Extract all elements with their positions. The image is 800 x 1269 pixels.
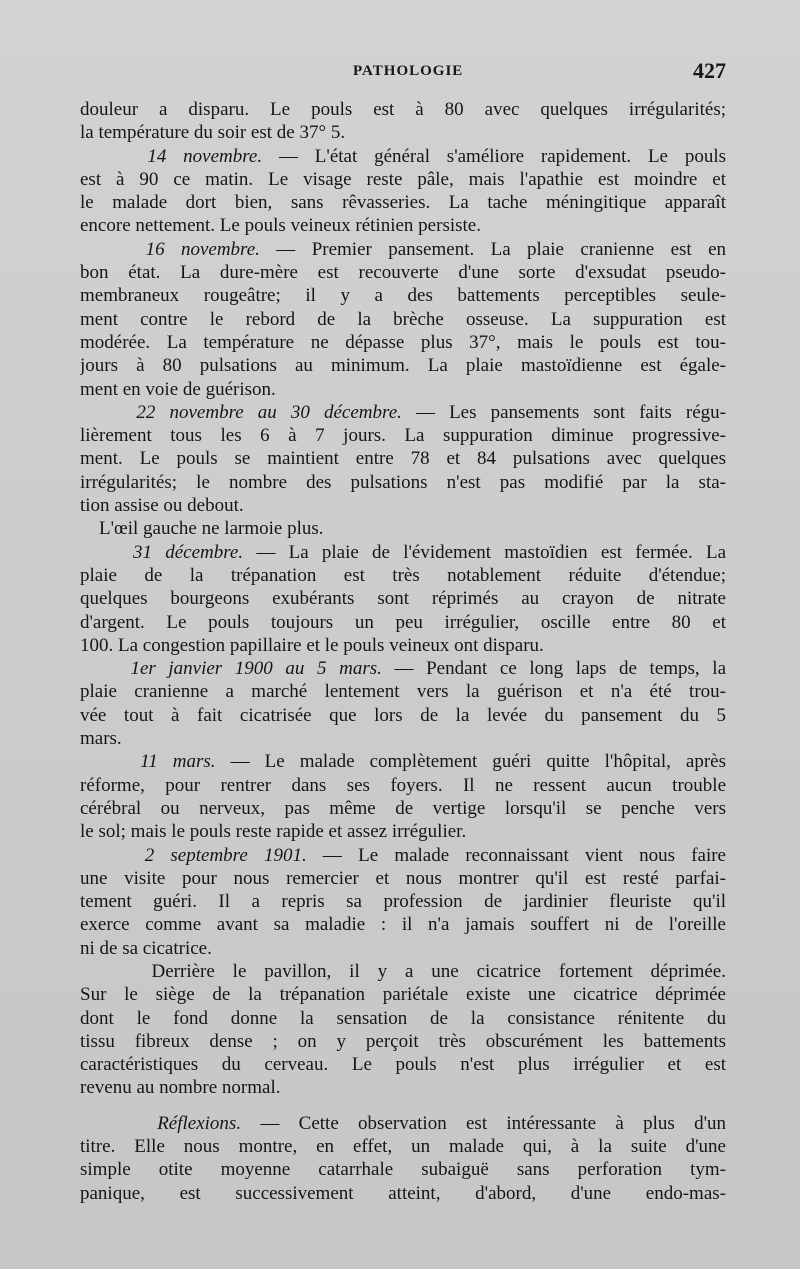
text-segment: dont le fond donne la sensation de la consistance rénitente du bbox=[80, 1007, 726, 1029]
text-segment: — Pendant ce long laps de temps, la bbox=[381, 658, 726, 680]
text-line bbox=[80, 1112, 726, 1135]
text-line bbox=[80, 1030, 726, 1053]
text-segment bbox=[80, 658, 130, 679]
entry-date: Réflexions. bbox=[157, 1112, 242, 1134]
text-line bbox=[80, 331, 726, 354]
text-line bbox=[80, 634, 726, 657]
text-line bbox=[80, 564, 726, 587]
text-segment bbox=[80, 751, 140, 772]
text-segment: — Premier pansement. La plaie cranienne est en bbox=[259, 238, 726, 260]
text-line bbox=[80, 913, 726, 936]
entry-date: 11 mars. bbox=[140, 751, 216, 773]
text-line bbox=[80, 867, 726, 890]
text-line bbox=[80, 121, 726, 144]
text-segment: plaie de la trépanation est très notablement réduite d'étendue; bbox=[80, 564, 726, 586]
text-segment: caractéristiques du cerveau. Le pouls n'est plus irrégulier et est bbox=[80, 1054, 726, 1076]
text-segment: une visite pour nous remercier et nous montrer qu'il est resté parfai- bbox=[80, 867, 726, 889]
text-segment: titre. Elle nous montre, en effet, un malade qui, à la suite d'une bbox=[80, 1136, 726, 1158]
text-segment: tion assise ou debout. bbox=[80, 495, 244, 517]
text-segment: ni de sa cicatrice. bbox=[80, 937, 212, 959]
text-segment bbox=[80, 402, 136, 423]
text-segment: ment. Le pouls se maintient entre 78 et 84 pulsations avec quelques bbox=[80, 448, 726, 470]
text-segment bbox=[80, 146, 147, 167]
text-line bbox=[80, 1076, 726, 1099]
text-line bbox=[80, 844, 726, 867]
text-segment: la température du soir est de 37° 5. bbox=[80, 122, 346, 144]
text-segment: le sol; mais le pouls reste rapide et assez irrégulier. bbox=[80, 821, 467, 843]
text-segment: irrégularités; le nombre des pulsations n'est pas modifié par la sta- bbox=[80, 471, 726, 493]
text-segment: cérébral ou nerveux, pas même de vertige lorsqu'il se penche vers bbox=[80, 797, 726, 819]
text-segment: — Les pansements sont faits régu- bbox=[401, 401, 726, 423]
text-line bbox=[80, 284, 726, 307]
text-segment: — Cette observation est intéressante à plus d'un bbox=[241, 1112, 726, 1134]
text-segment bbox=[80, 1113, 157, 1134]
text-line bbox=[80, 1007, 726, 1030]
text-line bbox=[80, 494, 726, 517]
text-line bbox=[80, 447, 726, 470]
body-text bbox=[80, 98, 726, 1205]
text-line bbox=[80, 354, 726, 377]
text-segment: membraneux rougeâtre; il y a des battements perceptibles seule- bbox=[80, 285, 726, 307]
text-segment: Derrière le pavillon, il y a une cicatrice fortement déprimée. bbox=[80, 960, 726, 982]
page-header bbox=[80, 60, 726, 84]
text-line bbox=[80, 191, 726, 214]
text-line bbox=[80, 401, 726, 424]
text-line bbox=[80, 774, 726, 797]
text-segment: plaie cranienne a marché lentement vers la guérison et n'a été trou- bbox=[80, 681, 726, 703]
text-line bbox=[80, 1135, 726, 1158]
text-segment: — La plaie de l'évidement mastoïdien est fermée. La bbox=[243, 541, 726, 563]
text-segment: vée tout à fait cicatrisée que lors de la levée du pansement du 5 bbox=[80, 704, 726, 726]
text-segment: exerce comme avant sa maladie : il n'a jamais souffert ni de l'oreille bbox=[80, 914, 726, 936]
entry-date: 22 novembre au 30 décembre. bbox=[136, 401, 402, 423]
text-segment: ment contre le rebord de la brèche osseuse. La suppuration est bbox=[80, 308, 726, 330]
running-head: PATHOLOGIE bbox=[353, 63, 464, 79]
text-line bbox=[80, 238, 726, 261]
text-line bbox=[80, 937, 726, 960]
text-line bbox=[80, 797, 726, 820]
text-line bbox=[80, 1053, 726, 1076]
text-segment bbox=[80, 542, 133, 563]
text-line bbox=[80, 308, 726, 331]
text-segment: bon état. La dure-mère est recouverte d'une sorte d'exsudat pseudo- bbox=[80, 262, 726, 284]
entry-date: 16 novembre. bbox=[145, 238, 260, 260]
text-segment: douleur a disparu. Le pouls est à 80 avec quelques irrégularités; bbox=[80, 99, 726, 120]
text-line bbox=[80, 378, 726, 401]
text-line bbox=[80, 960, 726, 983]
entry-date: 14 novembre. bbox=[147, 145, 263, 167]
text-segment: — Le malade complètement guéri quitte l'hôpital, après bbox=[215, 751, 726, 773]
text-line bbox=[80, 517, 726, 540]
entry-date: 2 septembre 1901. bbox=[144, 844, 307, 866]
text-line bbox=[80, 890, 726, 913]
text-segment: d'argent. Le pouls toujours un peu irrégulier, oscille entre 80 et bbox=[80, 611, 726, 633]
text-segment: lièrement tous les 6 à 7 jours. La suppuration diminue progressive- bbox=[80, 425, 726, 447]
text-segment: le malade dort bien, sans rêvasseries. La tache méningitique apparaît bbox=[80, 192, 726, 214]
text-line bbox=[80, 983, 726, 1006]
text-segment: Sur le siège de la trépanation pariétale existe une cicatrice déprimée bbox=[80, 984, 726, 1006]
text-line bbox=[80, 587, 726, 610]
text-segment: modérée. La température ne dépasse plus 37°, mais le pouls est tou- bbox=[80, 331, 726, 353]
text-line bbox=[80, 611, 726, 634]
text-line bbox=[80, 541, 726, 564]
text-segment: encore nettement. Le pouls veineux rétinien persiste. bbox=[80, 215, 481, 237]
text-line bbox=[80, 145, 726, 168]
text-segment: réforme, pour rentrer dans ses foyers. Il ne ressent aucun trouble bbox=[80, 774, 726, 796]
text-line bbox=[80, 1158, 726, 1181]
text-segment: tement guéri. Il a repris sa profession de jardinier fleuriste qu'il bbox=[80, 891, 726, 913]
page-number: 427 bbox=[693, 58, 726, 83]
text-line bbox=[80, 727, 726, 750]
text-segment: jours à 80 pulsations au minimum. La plaie mastoïdienne est égale- bbox=[80, 355, 726, 377]
text-segment bbox=[80, 239, 146, 260]
text-segment: est à 90 ce matin. Le visage reste pâle, mais l'apathie est moindre et bbox=[80, 168, 726, 190]
text-segment: 100. La congestion papillaire et le pouls veineux ont disparu. bbox=[80, 634, 544, 656]
text-segment: quelques bourgeons exubérants sont réprimés au crayon de nitrate bbox=[80, 588, 726, 610]
text-line bbox=[80, 1182, 726, 1205]
text-line bbox=[80, 820, 726, 843]
text-segment: L'œil gauche ne larmoie plus. bbox=[80, 518, 324, 540]
text-line bbox=[80, 424, 726, 447]
text-segment: revenu au nombre normal. bbox=[80, 1077, 281, 1099]
text-segment: ment en voie de guérison. bbox=[80, 378, 276, 400]
text-segment bbox=[80, 845, 145, 866]
text-segment: panique, est successivement atteint, d'abord, d'une endo-mas- bbox=[80, 1182, 726, 1204]
text-line bbox=[80, 704, 726, 727]
text-line bbox=[80, 680, 726, 703]
entry-date: 1er janvier 1900 au 5 mars. bbox=[130, 658, 382, 680]
text-line bbox=[80, 168, 726, 191]
text-line bbox=[80, 657, 726, 680]
text-segment: — L'état général s'améliore rapidement. Le pouls bbox=[262, 145, 726, 167]
text-segment: simple otite moyenne catarrhale subaiguë sans perforation tym- bbox=[80, 1159, 726, 1181]
text-line bbox=[80, 214, 726, 237]
entry-date: 31 décembre. bbox=[132, 541, 244, 563]
text-segment: — Le malade reconnaissant vient nous faire bbox=[306, 844, 726, 866]
text-line bbox=[80, 750, 726, 773]
text-segment: mars. bbox=[80, 728, 122, 750]
text-line bbox=[80, 261, 726, 284]
text-line bbox=[80, 471, 726, 494]
text-line bbox=[80, 98, 726, 121]
text-segment: tissu fibreux dense ; on y perçoit très obscurément les battements bbox=[80, 1030, 726, 1052]
